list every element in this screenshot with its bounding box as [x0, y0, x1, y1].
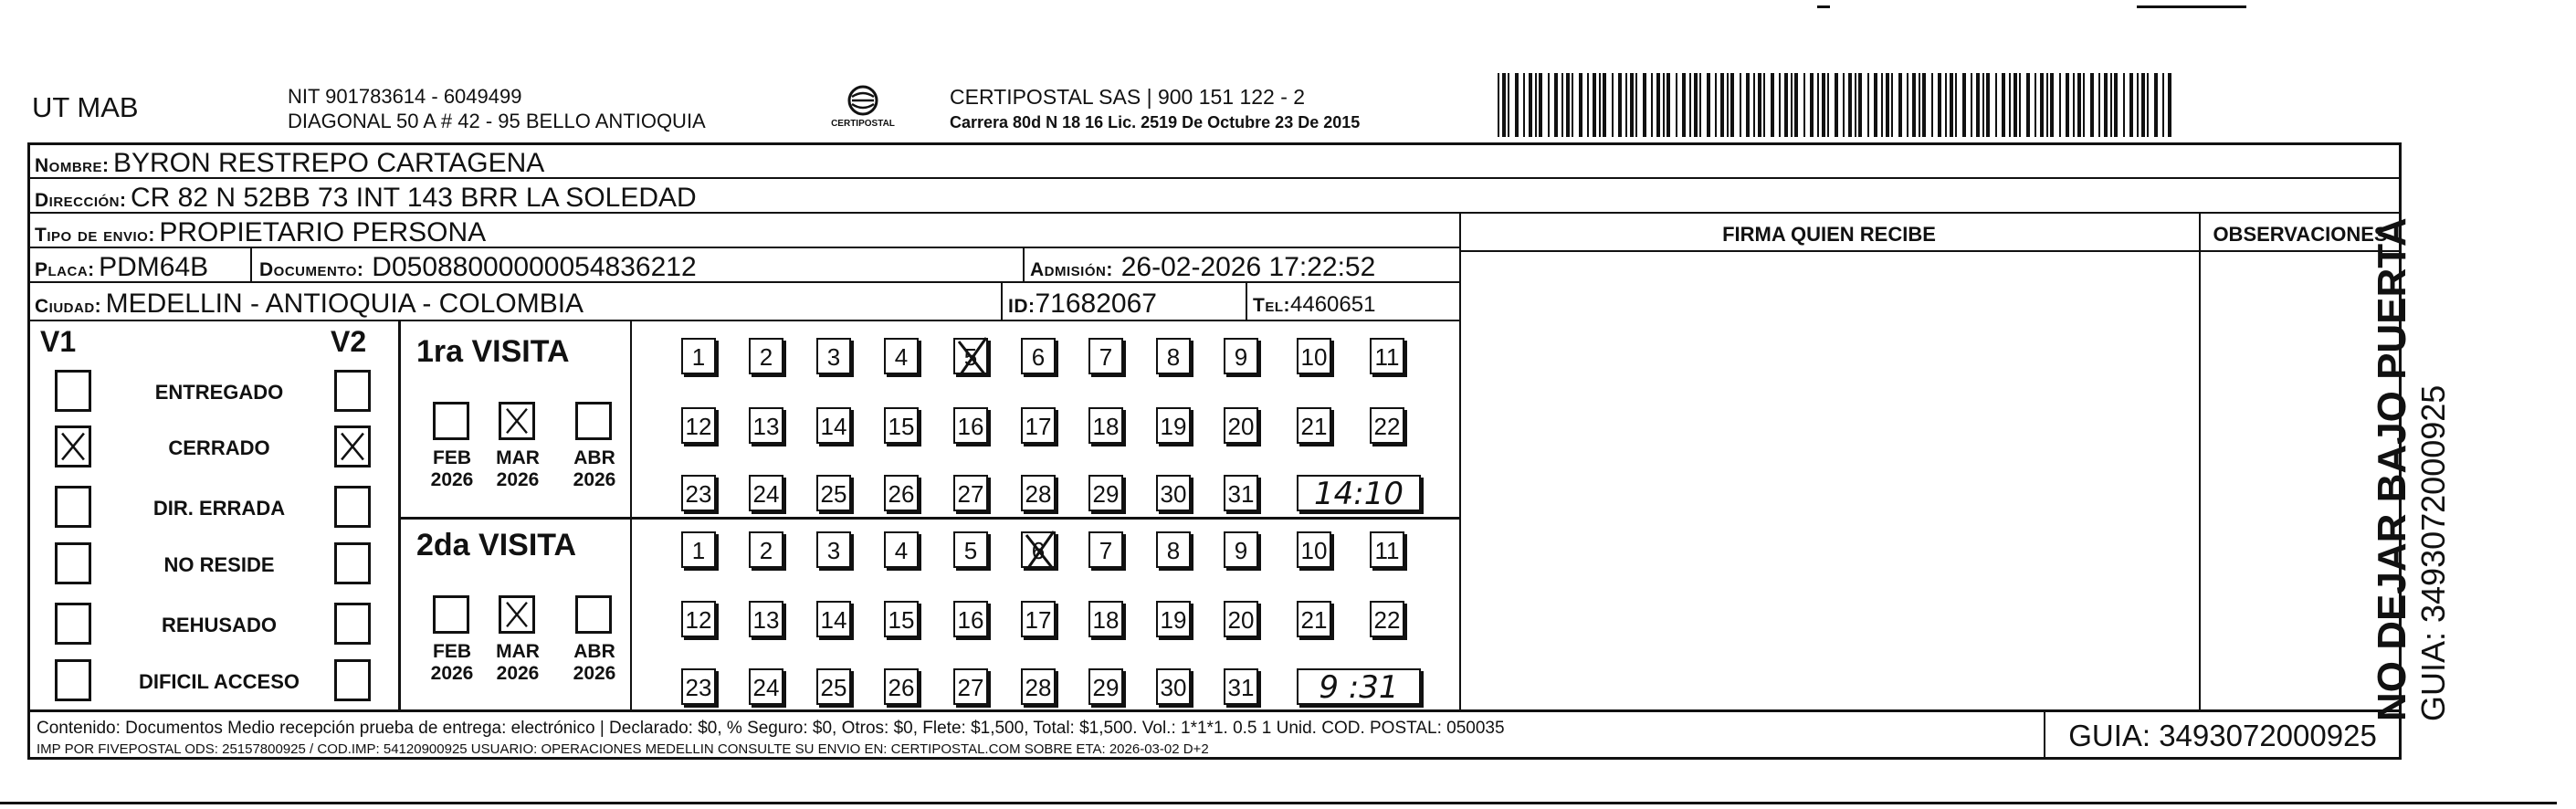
- barcode-bar: [1794, 73, 1798, 137]
- day-box[interactable]: 15: [884, 407, 919, 444]
- column-line: [250, 247, 252, 281]
- barcode-bar: [2002, 73, 2005, 137]
- day-box[interactable]: 18: [1088, 601, 1123, 637]
- barcode-bar: [1572, 73, 1573, 137]
- day-box[interactable]: 9: [1224, 338, 1258, 374]
- id-value: 71682067: [1035, 289, 1157, 319]
- logo-text: CERTIPOSTAL: [831, 119, 895, 129]
- barcode-bar: [2059, 73, 2061, 137]
- barcode-bar: [1962, 73, 1966, 137]
- id-label: ID:: [1008, 296, 1036, 317]
- barcode-bar: [1667, 73, 1670, 137]
- barcode-bar: [1874, 73, 1877, 137]
- v2-checkbox[interactable]: [334, 659, 371, 701]
- v2-checkbox[interactable]: [334, 370, 371, 412]
- day-box[interactable]: 12: [681, 407, 716, 444]
- v2-checkbox[interactable]: [334, 426, 371, 468]
- barcode-bar: [1919, 73, 1920, 137]
- barcode-bar: [1727, 73, 1729, 137]
- visit-time[interactable]: 14:10: [1297, 475, 1421, 511]
- month-label: [563, 641, 626, 685]
- top-edge-mark: [1817, 5, 1830, 8]
- barcode-bar: [1971, 73, 1972, 137]
- bottom-edge: [0, 802, 2557, 804]
- barcode-bar: [1779, 73, 1781, 137]
- column-line: [1246, 281, 1247, 320]
- day-box[interactable]: 11: [1370, 338, 1404, 374]
- barcode-bar: [1881, 73, 1883, 137]
- barcode-bar: [1843, 73, 1845, 137]
- recipient-address: CR 82 N 52BB 73 INT 143 BRR LA SOLEDAD: [130, 183, 697, 213]
- month-year: 2026: [573, 663, 616, 684]
- column-line: [630, 320, 632, 709]
- barcode-bar: [2040, 73, 2044, 137]
- month-checkbox[interactable]: [433, 595, 469, 634]
- barcode-bar: [1858, 73, 1862, 137]
- day-box[interactable]: 21: [1297, 601, 1331, 637]
- barcode-bar: [2090, 73, 2094, 137]
- month-checkbox[interactable]: [499, 595, 535, 634]
- month-label: [420, 447, 484, 491]
- tel-value: 4460651: [1290, 292, 1376, 317]
- observations-label: OBSERVACIONES: [2213, 223, 2388, 246]
- barcode-bar: [1835, 73, 1838, 137]
- barcode-bar: [1803, 73, 1805, 137]
- barcode-bar: [2104, 73, 2108, 137]
- tel-label: Tel:: [1253, 295, 1290, 316]
- carrier-license: Carrera 80d N 18 16 Lic. 2519 De Octubre 23 De 2015: [950, 113, 1361, 131]
- barcode-bar: [2046, 73, 2048, 137]
- barcode-bar: [2083, 73, 2085, 137]
- day-box[interactable]: 23: [681, 475, 716, 511]
- status-label: CERRADO: [168, 436, 270, 459]
- barcode-bar: [1810, 73, 1814, 137]
- v1-checkbox[interactable]: [55, 426, 91, 468]
- barcode-bar: [1651, 73, 1653, 137]
- barcode-bar: [2066, 73, 2069, 137]
- day-box[interactable]: 23: [681, 668, 716, 705]
- day-box[interactable]: 20: [1224, 407, 1258, 444]
- barcode-bar: [1515, 73, 1519, 137]
- month-label: [563, 447, 626, 491]
- status-label: DIFICIL ACCESO: [138, 670, 300, 693]
- day-box[interactable]: 31: [1224, 475, 1258, 511]
- v2-checkbox[interactable]: [334, 542, 371, 584]
- day-box[interactable]: 27: [953, 475, 988, 511]
- month-name: MAR: [496, 447, 540, 468]
- day-box[interactable]: 6: [1021, 338, 1056, 374]
- barcode-bar: [2162, 73, 2164, 137]
- month-name: FEB: [433, 447, 471, 468]
- side-warning: NO DEJAR BAJO PUERTA: [2370, 217, 2414, 721]
- barcode-bar: [1699, 73, 1701, 137]
- v1-checkbox[interactable]: [55, 486, 91, 528]
- address-label: Dirección:: [35, 190, 127, 211]
- barcode-bar: [1554, 73, 1558, 137]
- status-label: NO RESIDE: [163, 553, 275, 576]
- barcode-bar: [1771, 73, 1774, 137]
- status-label: REHUSADO: [162, 614, 277, 636]
- document-value: D05088000000054836212: [372, 252, 697, 282]
- day-box[interactable]: 22: [1370, 601, 1404, 637]
- row-line: [27, 320, 1459, 321]
- day-box[interactable]: 16: [953, 407, 988, 444]
- barcode-bar: [1891, 73, 1893, 137]
- barcode-bar: [1740, 73, 1741, 137]
- day-box[interactable]: 25: [816, 475, 851, 511]
- day-box[interactable]: 30: [1156, 668, 1191, 705]
- barcode-bar: [2123, 73, 2125, 137]
- v1-checkbox[interactable]: [55, 542, 91, 584]
- barcode-bar: [1682, 73, 1686, 137]
- barcode-bar: [2098, 73, 2100, 137]
- day-box[interactable]: 1: [681, 531, 716, 568]
- barcode-bar: [1827, 73, 1829, 137]
- footer-content: Contenido: Documentos Medio recepción prueba de entrega: electrónico | Declarado: $0, % Seguro: $0, Otros: $0, Flete: $1,500, Total: $1,500. Vol.: 1*1*1. 0.5 1 Unid. COD. POSTAL: 050035: [37, 719, 1505, 738]
- recipient-type: PROPIETARIO PERSONA: [159, 217, 487, 247]
- recipient-name: BYRON RESTREPO CARTAGENA: [112, 148, 545, 178]
- day-box[interactable]: 9: [1224, 531, 1258, 568]
- barcode-bar: [1720, 73, 1724, 137]
- day-box[interactable]: 30: [1156, 475, 1191, 511]
- barcode-bar: [1618, 73, 1622, 137]
- barcode-bar: [1587, 73, 1589, 137]
- v1-checkbox[interactable]: [55, 603, 91, 645]
- day-box[interactable]: 4: [884, 531, 919, 568]
- company-name: UT MAB: [32, 91, 139, 123]
- day-box[interactable]: 19: [1156, 601, 1191, 637]
- visit-time[interactable]: 9 :31: [1297, 668, 1421, 705]
- row-line: [398, 517, 1459, 520]
- day-box[interactable]: 8: [1156, 338, 1191, 374]
- row-line: [27, 709, 2402, 712]
- barcode-bar: [1694, 73, 1698, 137]
- day-box[interactable]: 26: [884, 475, 919, 511]
- barcode-bar: [1986, 73, 1990, 137]
- month-name: ABR: [573, 641, 615, 662]
- barcode-bar: [1955, 73, 1957, 137]
- row-line: [1459, 250, 2402, 252]
- barcode-bar: [1529, 73, 1532, 137]
- day-box[interactable]: 12: [681, 601, 716, 637]
- barcode-bar: [1995, 73, 1997, 137]
- day-box[interactable]: 24: [749, 475, 783, 511]
- barcode-bar: [1791, 73, 1793, 137]
- barcode-bar: [1822, 73, 1825, 137]
- second-visit-title: 2da VISITA: [416, 528, 577, 562]
- plate-label: Placa:: [35, 259, 95, 280]
- month-name: ABR: [573, 447, 615, 468]
- barcode-bar: [1982, 73, 1984, 137]
- day-box[interactable]: 11: [1370, 531, 1404, 568]
- day-box[interactable]: 25: [816, 668, 851, 705]
- day-box[interactable]: 3: [816, 531, 851, 568]
- day-box[interactable]: 26: [884, 668, 919, 705]
- month-label: [420, 641, 484, 685]
- barcode-bar: [2141, 73, 2145, 137]
- name-label: Nombre:: [35, 155, 110, 176]
- barcode-bar: [1612, 73, 1614, 137]
- barcode-bar: [1566, 73, 1570, 137]
- barcode-bar: [1523, 73, 1525, 137]
- barcode-bar: [2110, 73, 2112, 137]
- barcode-bar: [1689, 73, 1691, 137]
- month-checkbox[interactable]: [575, 595, 612, 634]
- barcode-bar: [1848, 73, 1852, 137]
- day-box[interactable]: 10: [1297, 531, 1331, 568]
- day-box[interactable]: 6: [1021, 531, 1056, 568]
- day-box[interactable]: 28: [1021, 475, 1056, 511]
- month-checkbox[interactable]: [575, 402, 612, 440]
- month-name: FEB: [433, 641, 471, 662]
- barcode-bar: [1707, 73, 1710, 137]
- barcode-bar: [2073, 73, 2075, 137]
- city-value: MEDELLIN - ANTIOQUIA - COLOMBIA: [105, 289, 584, 319]
- barcode-bar: [2026, 73, 2030, 137]
- certipostal-logo: [829, 84, 897, 139]
- barcode-bar: [1548, 73, 1550, 137]
- barcode-bar: [1922, 73, 1926, 137]
- day-box[interactable]: 1: [681, 338, 716, 374]
- v2-label: V2: [331, 325, 367, 358]
- month-checkbox[interactable]: [499, 402, 535, 440]
- barcode-bar: [2009, 73, 2011, 137]
- day-box[interactable]: 22: [1370, 407, 1404, 444]
- day-box[interactable]: 17: [1021, 407, 1056, 444]
- barcode-bar: [2114, 73, 2118, 137]
- barcode-bar: [1867, 73, 1869, 137]
- top-edge-mark: [2137, 5, 2246, 8]
- day-box[interactable]: 14: [816, 601, 851, 637]
- day-box[interactable]: 10: [1297, 338, 1331, 374]
- barcode-bar: [1950, 73, 1953, 137]
- barcode-bar: [1931, 73, 1933, 137]
- day-box[interactable]: 27: [953, 668, 988, 705]
- barcode-bar: [1561, 73, 1563, 137]
- day-box[interactable]: 13: [749, 407, 783, 444]
- barcode-bar: [1886, 73, 1889, 137]
- day-box[interactable]: 16: [953, 601, 988, 637]
- month-year: 2026: [496, 663, 540, 684]
- company-nit: NIT 901783614 - 6049499: [288, 85, 522, 108]
- day-box[interactable]: 7: [1088, 338, 1123, 374]
- barcode-bar: [1758, 73, 1761, 137]
- barcode-bar: [1898, 73, 1902, 137]
- barcode-bar: [1976, 73, 1980, 137]
- barcode-bar: [2013, 73, 2017, 137]
- footer-guia: GUIA: 3493072000925: [2068, 719, 2377, 752]
- barcode-bar: [1593, 73, 1596, 137]
- day-box[interactable]: 31: [1224, 668, 1258, 705]
- month-name: MAR: [496, 641, 540, 662]
- first-visit-title: 1ra VISITA: [416, 334, 570, 369]
- v1-checkbox[interactable]: [55, 659, 91, 701]
- barcode-bar: [1763, 73, 1765, 137]
- admission-label: Admisión:: [1030, 259, 1113, 280]
- day-box[interactable]: 5: [953, 531, 988, 568]
- barcode-bar: [1945, 73, 1947, 137]
- barcode-bar: [1912, 73, 1916, 137]
- day-box[interactable]: 28: [1021, 668, 1056, 705]
- column-line: [1001, 281, 1003, 320]
- v2-checkbox[interactable]: [334, 603, 371, 645]
- column-line: [398, 320, 401, 709]
- day-box[interactable]: 29: [1088, 668, 1123, 705]
- day-box[interactable]: 8: [1156, 531, 1191, 568]
- barcode-bar: [2019, 73, 2021, 137]
- barcode-bar: [1656, 73, 1660, 137]
- month-year: 2026: [430, 663, 474, 684]
- company-address: DIAGONAL 50 A # 42 - 95 BELLO ANTIOQUIA: [288, 110, 706, 132]
- barcode-bar: [1502, 73, 1506, 137]
- footer-print-info: IMP POR FIVEPOSTAL ODS: 25157800925 / COD.IMP: 54120900925 USUARIO: OPERACIONES MEDELLIN CONSULTE SU ENVIO EN: CERTIPOSTAL.COM SOBRE ETA: 2026-03-02 D+2: [37, 741, 1209, 757]
- column-line: [1459, 212, 1461, 709]
- barcode-bar: [1907, 73, 1908, 137]
- day-box[interactable]: 5: [953, 338, 988, 374]
- day-box[interactable]: 14: [816, 407, 851, 444]
- month-label: [486, 447, 550, 491]
- day-box[interactable]: 18: [1088, 407, 1123, 444]
- day-box[interactable]: 2: [749, 338, 783, 374]
- month-year: 2026: [430, 469, 474, 490]
- barcode-bar: [1535, 73, 1537, 137]
- barcode-bar: [2137, 73, 2139, 137]
- day-box[interactable]: 29: [1088, 475, 1123, 511]
- barcode-bar: [1498, 73, 1499, 137]
- day-box[interactable]: 3: [816, 338, 851, 374]
- day-box[interactable]: 7: [1088, 531, 1123, 568]
- day-box[interactable]: 15: [884, 601, 919, 637]
- barcode-bar: [1817, 73, 1819, 137]
- day-box[interactable]: 20: [1224, 601, 1258, 637]
- barcode-bar: [1746, 73, 1750, 137]
- day-box[interactable]: 2: [749, 531, 783, 568]
- month-year: 2026: [496, 469, 540, 490]
- barcode-bar: [1663, 73, 1665, 137]
- column-line: [2199, 212, 2201, 709]
- day-box[interactable]: 21: [1297, 407, 1331, 444]
- barcode-bar: [1508, 73, 1509, 137]
- type-label: Tipo de envio:: [35, 225, 155, 246]
- barcode-bar: [1603, 73, 1606, 137]
- city-label: Ciudad:: [35, 296, 102, 317]
- barcode-bar: [2077, 73, 2081, 137]
- column-line: [1023, 247, 1025, 281]
- barcode-bar: [1715, 73, 1717, 137]
- side-guia: GUIA: 3493072000925: [2414, 384, 2452, 721]
- barcode-bar: [1938, 73, 1941, 137]
- day-box[interactable]: 19: [1156, 407, 1191, 444]
- barcode-bar: [2168, 73, 2171, 137]
- barcode-bar: [1676, 73, 1677, 137]
- barcode-bar: [1643, 73, 1646, 137]
- v1-checkbox[interactable]: [55, 370, 91, 412]
- signature-label: FIRMA QUIEN RECIBE: [1722, 223, 1936, 246]
- day-box[interactable]: 4: [884, 338, 919, 374]
- barcode-bar: [1579, 73, 1582, 137]
- admission-value: 26-02-2026 17:22:52: [1120, 252, 1376, 282]
- barcode-bar: [2035, 73, 2036, 137]
- barcode-bar: [2147, 73, 2149, 137]
- month-checkbox[interactable]: [433, 402, 469, 440]
- barcode-bar: [1539, 73, 1542, 137]
- barcode-bar: [1784, 73, 1788, 137]
- v2-checkbox[interactable]: [334, 486, 371, 528]
- barcode-bar: [2129, 73, 2133, 137]
- barcode: [1498, 73, 2181, 137]
- barcode-bar: [1635, 73, 1637, 137]
- status-label: DIR. ERRADA: [152, 497, 286, 520]
- barcode-bar: [1855, 73, 1856, 137]
- document-label: Documento:: [259, 259, 364, 280]
- day-box[interactable]: 13: [749, 601, 783, 637]
- barcode-bar: [1630, 73, 1634, 137]
- carrier-name: CERTIPOSTAL SAS | 900 151 122 - 2: [950, 85, 1306, 109]
- month-label: [486, 641, 550, 685]
- plate-value: PDM64B: [99, 252, 209, 282]
- day-box[interactable]: 24: [749, 668, 783, 705]
- barcode-bar: [2050, 73, 2054, 137]
- barcode-bar: [2154, 73, 2158, 137]
- month-year: 2026: [573, 469, 616, 490]
- status-label: ENTREGADO: [154, 381, 284, 404]
- barcode-bar: [1753, 73, 1755, 137]
- v1-label: V1: [40, 325, 77, 358]
- barcode-bar: [1730, 73, 1734, 137]
- barcode-bar: [1599, 73, 1601, 137]
- barcode-bar: [1625, 73, 1627, 137]
- day-box[interactable]: 17: [1021, 601, 1056, 637]
